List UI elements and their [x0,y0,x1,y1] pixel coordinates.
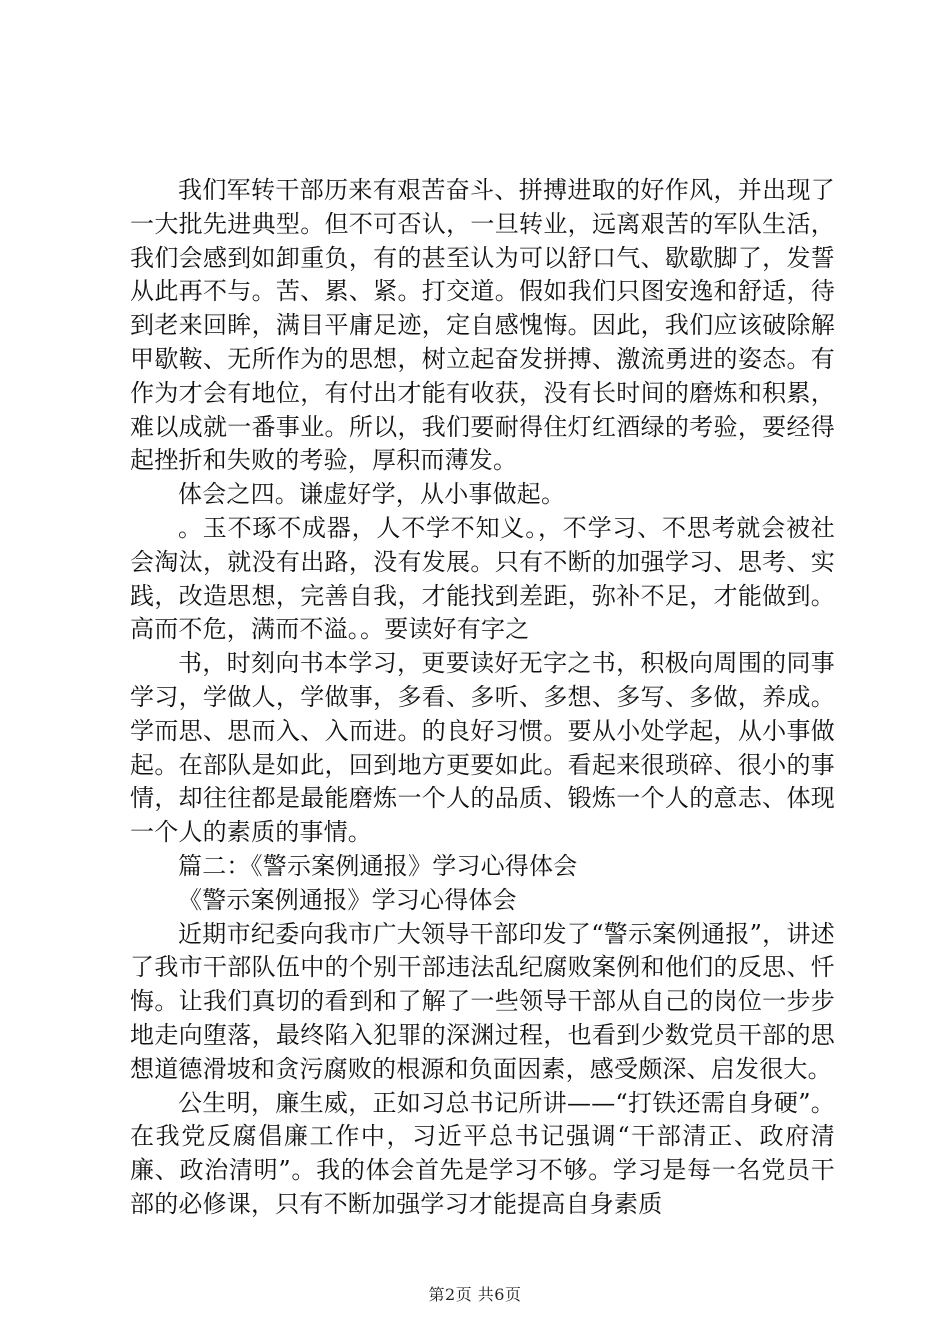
document-body [130,174,835,1222]
paragraph: 我们军转干部历来有艰苦奋斗、拼搏进取的好作风，并出现了一大批先进典型。但不可否认，一旦转业，远离艰苦的军队生活，我们会感到如卸重负，有的甚至认为可以舒口气、歇歇脚了，发誓从此再不与。苦、累、紧。打交道。假如我们只图安逸和舒适，待到老来回眸，满目平庸足迹，定自感愧悔。因此，我们应该破除解甲歇鞍、无所作为的思想，树立起奋发拼搏、激流勇进的姿态。有作为才会有地位，有付出才能有收获，没有长时间的磨炼和积累，难以成就一番事业。所以，我们要耐得住灯红酒绿的考验，要经得起挫折和失败的考验，厚积而薄发。 [130,176,835,475]
page-footer: 第2页 共6页 [428,1285,522,1304]
article-title: 《警示案例通报》学习心得体会 [178,885,517,914]
paragraph: 近期市纪委向我市广大领导干部印发了“警示案例通报”，讲述了我市干部队伍中的个别干部违法乱纪腐败案例和他们的反思、忏悔。让我们真切的看到和了解了一些领导干部从自己的岗位一步步地走向堕落，最终陷入犯罪的深渊过程，也看到少数党员干部的思想道德滑坡和贪污腐败的根源和负面因素，感受颇深、启发很大。 [130,919,835,1083]
paragraph: 公生明，廉生威，正如习总书记所讲——“打铁还需自身硬”。在我党反腐倡廉工作中，习近平总书记强调“干部清正、政府清廉、政治清明”。我的体会首先是学习不够。学习是每一名党员干部的必修课，只有不断加强学习才能提高自身素质 [130,1088,835,1218]
section-heading: 体会之四。谦虚好学，从小事做起。 [178,480,566,509]
paragraph: 。玉不琢不成器，人不学不知义。，不学习、不思考就会被社会淘汰，就没有出路，没有发展。只有不断的加强学习、思考、实践，改造思想，完善自我，才能找到差距，弥补不足，才能做到。高而不危，满而不溢。。要读好有字之 [130,513,835,644]
chapter-heading: 篇二：《警示案例通报》学习心得体会 [178,851,578,880]
paragraph: 书，时刻向书本学习，更要读好无字之书，积极向周围的同事学习，学做人，学做事，多看、多听、多想、多写、多做，养成。学而思、思而入、入而进。的良好习惯。要从小处学起，从小事做起。在部队是如此，回到地方更要如此。看起来很琐碎、很小的事情，却往往都是最能磨炼一个人的品质、锻炼一个人的意志、体现一个人的素质的事情。 [130,649,835,847]
